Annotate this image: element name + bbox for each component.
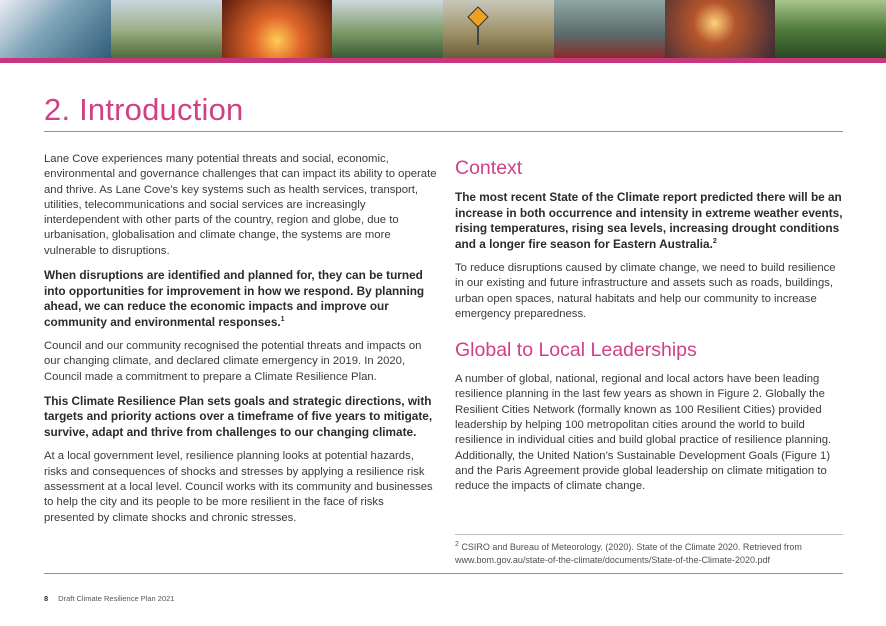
page-footer (44, 594, 174, 603)
title-divider (44, 131, 843, 132)
left-column (44, 152, 437, 535)
context-heading: Context (455, 157, 523, 179)
page-title: 2. Introduction (44, 92, 244, 127)
flood-sign-image (443, 0, 554, 58)
context-lead-text: The most recent State of the Climate report predicted there will be an increase in both occurrence and intensity in extreme weather events, rising temperatures, rising sea levels, increasing drought conditions and a longer fire season for Eastern Australia. (455, 190, 843, 251)
wave-image (0, 0, 111, 58)
intro-paragraph-4: This Climate Resilience Plan sets goals and strategic directions, with targets and priority actions over a timeframe of five years to mitigate, survive, adapt and thrive from challenges to our changing climate. (44, 393, 433, 439)
intro-paragraph-3: Council and our community recognised the potential threats and impacts on our changing climate, and declared climate emergency in 2019. In 2020, Council made a commitment to prepare a Climate Resilience Plan. (44, 340, 422, 383)
green-building-image (332, 0, 443, 58)
forest-image (775, 0, 886, 58)
footnote-divider (455, 534, 843, 535)
footer-divider (44, 573, 843, 574)
footnote-text: CSIRO and Bureau of Meteorology. (2020). State of the Climate 2020. Retrieved from www.bom.gov.au/state-of-the-climate/documents/State-of-the-Climate-2020.pdf (455, 542, 802, 565)
context-paragraph: To reduce disruptions caused by climate change, we need to build resilience in our existing and future infrastructure and assets such as roads, buildings, urban open spaces, natural habitats and help our community to increase emergency preparedness. (455, 262, 836, 320)
photo-banner (0, 0, 886, 58)
intro-paragraph-2 (44, 268, 437, 330)
bushfire-image (222, 0, 333, 58)
lightning-image (665, 0, 776, 58)
right-column (455, 152, 845, 504)
footnote-ref-1: 1 (280, 315, 285, 323)
global-leadership-paragraph: A number of global, national, regional and local actors have been leading resilience planning in the last few years as shown in Figure 2. Globally the Resilient Cities Network (formally known as 100 Resilient Cities) provided leadership by helping 100 metropolitan cities around the world to build resilience in individual cities and build global practice of resilience planning. Additionally, the United Nation’s Sustainable Development Goals (Figure 1) and the Paris Agreement provide global leadership on climate mitigation to reduce the impacts of climate change. (455, 373, 832, 493)
context-lead-paragraph (455, 190, 845, 252)
footnote (455, 541, 843, 567)
global-leadership-heading: Global to Local Leaderships (455, 339, 697, 362)
house-image (111, 0, 222, 58)
footnote-number: 2 (455, 541, 459, 548)
intro-paragraph-2-text: When disruptions are identified and planned for, they can be turned into opportunities for improvement in how we respond. By planning ahead, we can reduce the economic impacts and improve our community and environmental responses. (44, 268, 425, 329)
road-warning-sign-icon (467, 5, 489, 45)
flooded-car-image (554, 0, 665, 58)
footnote-ref-2: 2 (712, 237, 717, 245)
page-number: 8 (44, 594, 49, 603)
document-title: Draft Climate Resilience Plan 2021 (58, 594, 175, 603)
intro-paragraph-1: Lane Cove experiences many potential threats and social, economic, environmental and governance challenges that can impact its ability to operate and thrive. As Lane Cove’s key systems such as health services, transport, utilities, telecommunications and social services are increasingly interdependent with other parts of the country, region and globe, due to urbanisation, globalisation and climate change, the systems are more vulnerable to disruptions. (44, 153, 437, 257)
intro-paragraph-5: At a local government level, resilience planning looks at potential hazards, risks and consequences of shocks and stresses by applying a resilience risk assessment at a local level. Council works with its community and businesses to help the city and its people to be more resilient in the face of risks presented by climate shocks and chronic stresses. (44, 450, 433, 524)
banner-accent-rule (0, 58, 886, 63)
